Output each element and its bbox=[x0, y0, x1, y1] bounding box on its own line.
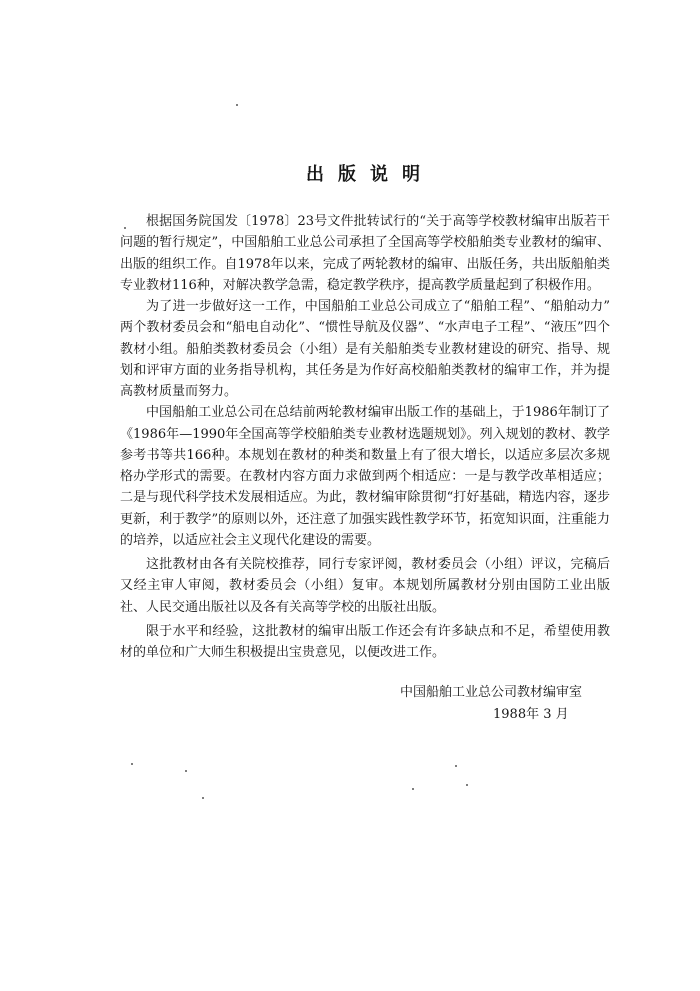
scan-speck bbox=[455, 765, 457, 767]
scan-speck bbox=[236, 104, 238, 106]
paragraph-5: 限于水平和经验，这批教材的编审出版工作还会有许多缺点和不足，希望使用教材的单位和广大师生积极提出宝贵意见，以便改进工作。 bbox=[120, 623, 610, 660]
paragraph-1: 根据国务院国发〔1978〕23号文件批转试行的“关于高等学校教材编审出版若干问题的暂行规定”，中国船舶工业总公司承担了全国高等学校船舶类专业教材的编审、出版的组织工作。自1978年以来，完成了两轮教材的编审、出版任务，共出版船舶类专业教材116种，对解决教学急需，稳定教学秩序，提高教学质量起到了积极作用。 bbox=[120, 214, 610, 293]
scan-speck bbox=[185, 770, 187, 772]
signature-date: 1988年 3 月 bbox=[493, 707, 569, 723]
paragraph-3: 中国船舶工业总公司在总结前两轮教材编审出版工作的基础上，于1986年制订了《1986年—1990年全国高等学校船舶类专业教材选题规划》。列入规划的教材、教学参考书等共166种。本规划在教材的种类和数量上有了很大增长，以适应多层次多规格办学形式的需要。在教材内容方面力求做到两个相适应：一是与教学改革相适应；二是与现代科学技术发展相适应。为此，教材编审除贯彻“打好基础，精选内容，逐步更新，利于教学”的原则以外，还注意了加强实践性教学环节，拓宽知识面，注重能力的培养，以适应社会主义现代化建设的需要。 bbox=[120, 405, 610, 548]
scan-speck bbox=[412, 788, 414, 790]
scan-speck bbox=[202, 797, 204, 799]
signature-organization: 中国船舶工业总公司教材编审室 bbox=[400, 685, 583, 701]
signature-block bbox=[120, 682, 610, 726]
document-body bbox=[120, 211, 610, 726]
document-title: 出版说明 bbox=[306, 164, 434, 185]
paragraph-4: 这批教材由各有关院校推荐，同行专家评阅，教材委员会（小组）评议，完稿后又经主审人审阅，教材委员会（小组）复审。本规划所属教材分别由国防工业出版社、人民交通出版社以及各有关高等学校的出版社出版。 bbox=[120, 557, 610, 615]
scan-speck bbox=[466, 784, 468, 786]
scan-speck bbox=[131, 763, 133, 765]
paragraph-2: 为了进一步做好这一工作，中国船舶工业总公司成立了“船舶工程”、“船舶动力”两个教材委员会和“船电自动化”、“惯性导航及仪器”、“水声电子工程”、“液压”四个教材小组。船舶类教材委员会（小组）是有关船舶类专业教材建设的研究、指导、规划和评审方面的业务指导机构，其任务是为作好高校船舶类教材的编审工作，并为提高教材质量而努力。 bbox=[120, 299, 610, 399]
